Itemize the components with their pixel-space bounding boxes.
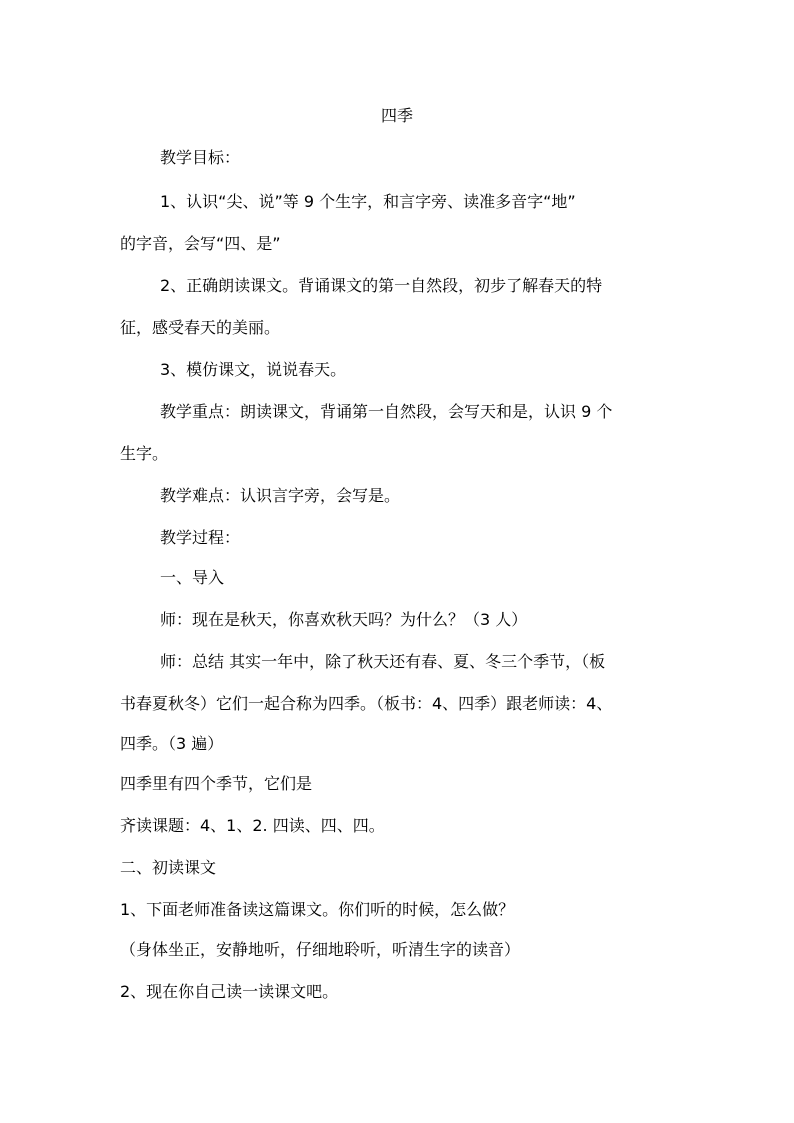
- objective-1-line-2: 的字音，会写“四、是”: [120, 234, 281, 253]
- page-title: 四季: [380, 106, 413, 125]
- step-2-line: 2、现在你自己读一读课文吧。: [120, 982, 339, 1001]
- teacher-summary-line-1: 师：总结 其实一年中，除了秋天还有春、夏、冬三个季节，（板: [160, 652, 606, 671]
- key-points-line-1: 教学重点：朗读课文，背诵第一自然段，会写天和是，认识 9 个: [160, 402, 613, 421]
- objective-2-line-1: 2、正确朗读课文。背诵课文的第一自然段，初步了解春天的特: [160, 276, 603, 295]
- key-points-line-2: 生字。: [120, 444, 169, 463]
- teacher-question: 师：现在是秋天，你喜欢秋天吗？为什么？（3 人）: [160, 610, 528, 629]
- teacher-summary-line-2: 书春夏秋冬）它们一起合称为四季。（板书：4、四季）跟老师读：4、: [120, 694, 613, 713]
- objective-1-line-1: 1、认识“尖、说”等 9 个生字，和言字旁、读准多音字“地”: [160, 192, 576, 211]
- step-1-line: 1、下面老师准备读这篇课文。你们听的时候，怎么做？: [120, 900, 515, 919]
- objective-3: 3、模仿课文，说说春天。: [160, 360, 347, 379]
- step-1-note: （身体坐正，安静地听，仔细地聆听，听清生字的读音）: [120, 940, 521, 959]
- part-1-heading: 一、导入: [160, 568, 225, 587]
- read-title-line: 齐读课题：4、1、2. 四读、四、四。: [120, 816, 385, 835]
- four-seasons-line: 四季里有四个季节，它们是: [120, 774, 313, 793]
- difficult-points: 教学难点：认识言字旁，会写是。: [160, 486, 401, 505]
- section-heading-objectives: 教学目标：: [160, 148, 241, 167]
- part-2-heading: 二、初读课文: [120, 858, 217, 877]
- objective-2-line-2: 征，感受春天的美丽。: [120, 318, 281, 337]
- teacher-summary-line-3: 四季。（3 遍）: [120, 734, 224, 753]
- section-heading-process: 教学过程：: [160, 528, 241, 547]
